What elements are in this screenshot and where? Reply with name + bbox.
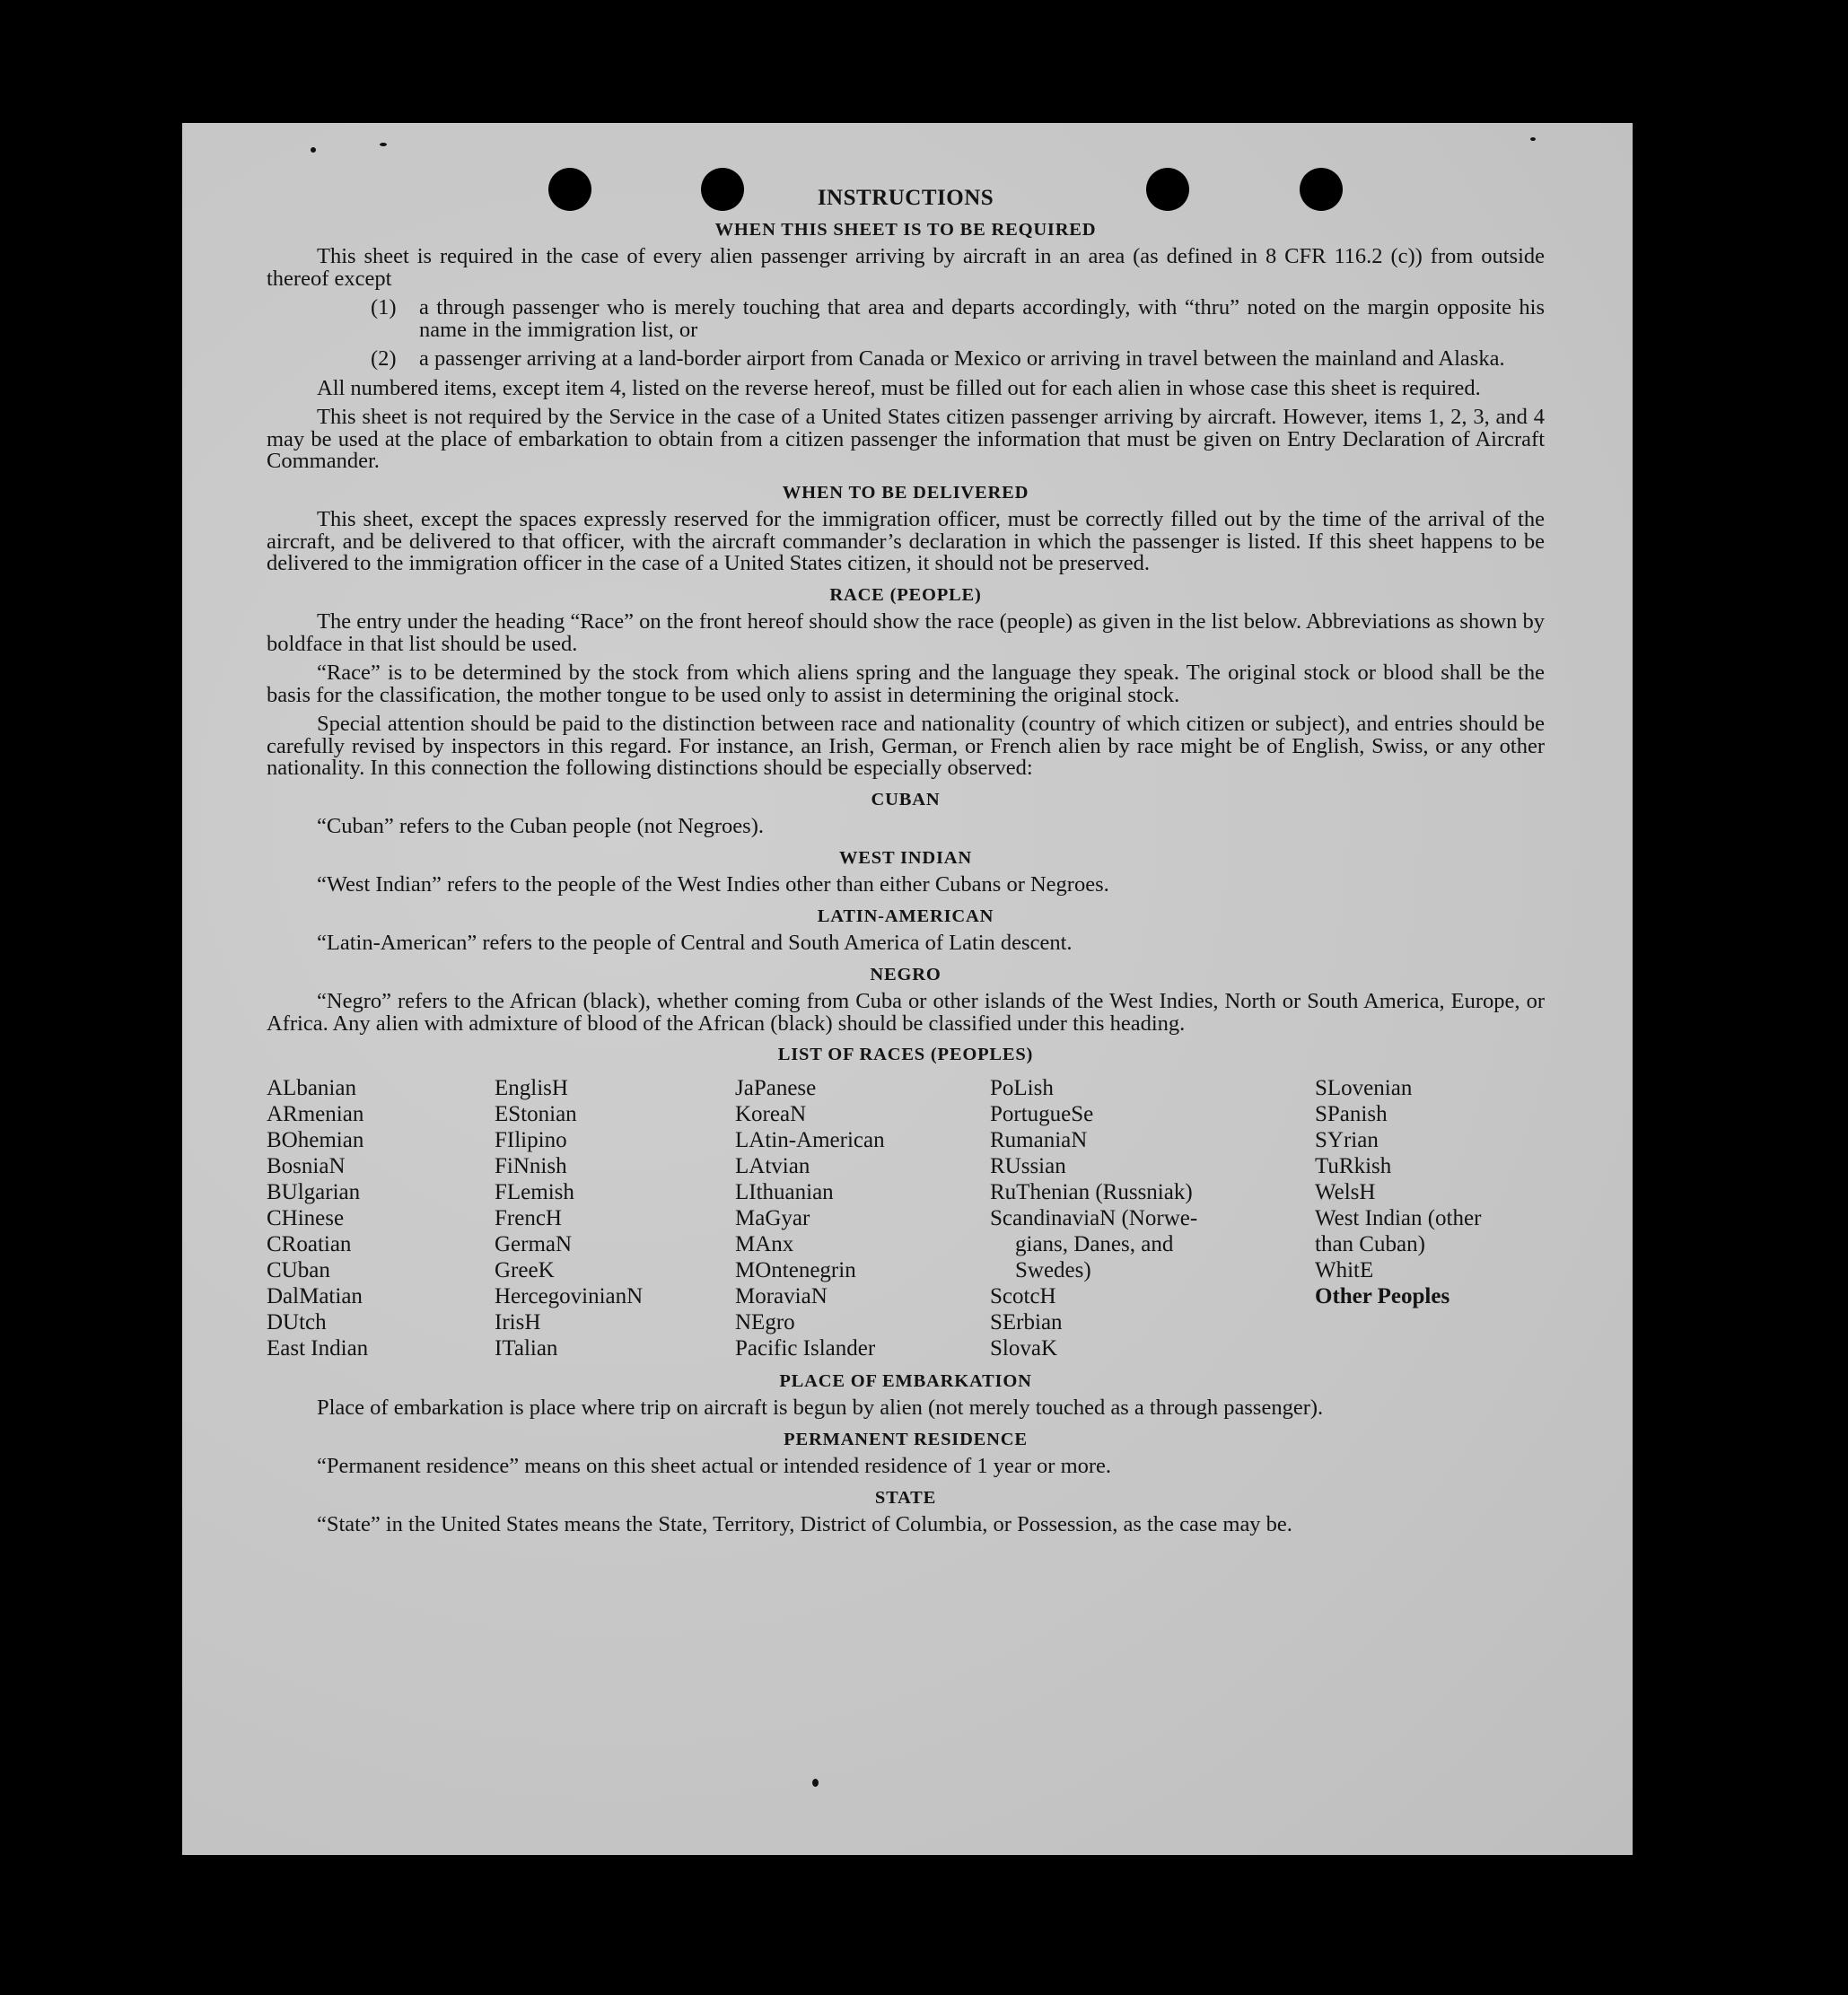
section-heading: LATIN-AMERICAN	[817, 906, 994, 926]
race-item: West Indian (other	[1315, 1205, 1482, 1230]
race-item: NEgro	[735, 1309, 795, 1334]
paragraph: The entry under the heading “Race” on the front hereof should show the race (people) as given in the list below. Abbreviations as shown by boldface in that list should be used.	[267, 609, 1545, 656]
ink-speck	[812, 1779, 819, 1787]
paragraph: “Latin-American” refers to the people of Central and South America of Latin descent.	[317, 931, 1073, 955]
race-item: ITalian	[495, 1335, 558, 1361]
ink-speck	[311, 147, 316, 153]
paragraph: “Race” is to be determined by the stock from which aliens spring and the language they speak. The original stock or blood shall be the basis for the classification, the mother tongue to be used only to assist in determining the original stock.	[267, 661, 1545, 707]
section-heading: RACE (PEOPLE)	[829, 584, 982, 605]
race-item: JaPanese	[735, 1075, 817, 1100]
page-title: INSTRUCTIONS	[817, 186, 994, 210]
race-item: WhitE	[1315, 1257, 1374, 1282]
race-item: FIlipino	[495, 1127, 567, 1152]
race-item: MoraviaN	[735, 1283, 828, 1308]
race-item: FLemish	[495, 1179, 574, 1204]
section-heading: WHEN THIS SHEET IS TO BE REQUIRED	[714, 219, 1097, 240]
paragraph: “West Indian” refers to the people of the West Indies other than either Cubans or Negroes.	[317, 872, 1109, 897]
race-item: EnglisH	[495, 1075, 568, 1100]
race-item: PortugueSe	[990, 1101, 1094, 1126]
race-item: CRoatian	[267, 1231, 352, 1256]
race-item: LAtvian	[735, 1153, 810, 1178]
race-item: DalMatian	[267, 1283, 363, 1308]
race-item: KoreaN	[735, 1101, 807, 1126]
section-heading: NEGRO	[870, 964, 942, 984]
race-item: SErbian	[990, 1309, 1063, 1334]
race-list	[267, 1075, 1545, 1361]
item-number: (1)	[371, 295, 397, 319]
race-item: ScotcH	[990, 1283, 1056, 1308]
race-item: SPanish	[1315, 1101, 1388, 1126]
race-item: BUlgarian	[267, 1179, 361, 1204]
race-item: TuRkish	[1315, 1153, 1392, 1178]
race-item: PoLish	[990, 1075, 1054, 1100]
ink-speck	[380, 143, 387, 146]
race-item: East Indian	[267, 1335, 369, 1361]
paragraph: “State” in the United States means the State, Territory, District of Columbia, or Possession, as the case may be.	[317, 1512, 1292, 1536]
race-item: RuThenian (Russniak)	[990, 1179, 1193, 1204]
race-item: RumaniaN	[990, 1127, 1088, 1152]
race-item: SlovaK	[990, 1335, 1057, 1361]
section-heading: WHEN TO BE DELIVERED	[782, 482, 1029, 503]
race-item: gians, Danes, and	[1015, 1231, 1174, 1256]
race-column	[267, 1075, 495, 1361]
race-column	[495, 1075, 735, 1361]
paragraph: Place of embarkation is place where trip on aircraft is begun by alien (not merely touched as a through passenger).	[317, 1396, 1324, 1420]
section-heading: LIST OF RACES (PEOPLES)	[777, 1045, 1034, 1064]
numbered-item	[267, 297, 1545, 341]
race-item: DUtch	[267, 1309, 327, 1334]
numbered-item	[267, 348, 1545, 371]
item-number: (2)	[371, 346, 397, 371]
instruction-sheet	[182, 123, 1633, 1855]
race-item: BOhemian	[267, 1127, 364, 1152]
paragraph: “Cuban” refers to the Cuban people (not Negroes).	[317, 814, 764, 838]
section-heading: CUBAN	[871, 789, 941, 809]
race-column	[1315, 1075, 1545, 1361]
race-item: FiNnish	[495, 1153, 567, 1178]
race-item: CHinese	[267, 1205, 345, 1230]
section-heading: STATE	[874, 1487, 937, 1508]
race-item: HercegovinianN	[495, 1283, 644, 1308]
race-item: EStonian	[495, 1101, 577, 1126]
race-column	[990, 1075, 1315, 1361]
race-item: WelsH	[1315, 1179, 1376, 1204]
paragraph: “Permanent residence” means on this sheet actual or intended residence of 1 year or more.	[317, 1454, 1112, 1478]
race-item: MOntenegrin	[735, 1257, 856, 1282]
section-heading: WEST INDIAN	[839, 847, 972, 868]
race-item: GreeK	[495, 1257, 555, 1282]
paragraph: This sheet, except the spaces expressly reserved for the immigration officer, must be correctly filled out by the time of the arrival of the aircraft, and be delivered to that officer, with the aircraft commander’s declaration in which the passenger is listed. If this sheet happens to be delivered to the immigration officer in the case of a United States citizen, it should not be preserved.	[267, 507, 1545, 575]
race-item: IrisH	[495, 1309, 541, 1334]
race-item: LAtin-American	[735, 1127, 885, 1152]
race-item: than Cuban)	[1315, 1231, 1425, 1256]
race-item: CUban	[267, 1257, 330, 1282]
paragraph: Special attention should be paid to the distinction between race and nationality (country of which citizen or subject), and entries should be carefully revised by inspectors in this regard. For instance, an Irish, German, or French alien by race might be of English, Swiss, or any other nationality. In this connection the following distinctions should be especially observed:	[267, 712, 1545, 780]
race-item: ALbanian	[267, 1075, 356, 1100]
race-item: Swedes)	[1015, 1257, 1091, 1282]
paragraph: “Negro” refers to the African (black), whether coming from Cuba or other islands of the West Indies, North or South America, Europe, or Africa. Any alien with admixture of blood of the African (black) should be classified under this heading.	[267, 989, 1545, 1036]
race-item: MaGyar	[735, 1205, 810, 1230]
race-item: FrencH	[495, 1205, 562, 1230]
ink-speck	[1530, 137, 1536, 141]
item-text: a through passenger who is merely touching that area and departs accordingly, with “thru” noted on the margin opposite his name in the immigration list, or	[419, 295, 1545, 342]
race-item: ScandinaviaN (Norwe-	[990, 1205, 1198, 1230]
paragraph: All numbered items, except item 4, listed on the reverse hereof, must be filled out for each alien in whose case this sheet is required.	[317, 375, 1481, 400]
race-item: Other Peoples	[1315, 1283, 1450, 1308]
paragraph: This sheet is not required by the Service in the case of a United States citizen passenger arriving by aircraft. However, items 1, 2, 3, and 4 may be used at the place of embarkation to obtain from a citizen passenger the information that must be given on Entry Declaration of Aircraft Commander.	[267, 405, 1545, 473]
race-item: BosniaN	[267, 1153, 346, 1178]
race-item: SLovenian	[1315, 1075, 1413, 1100]
race-column	[735, 1075, 990, 1361]
race-item: LIthuanian	[735, 1179, 834, 1204]
race-item: Pacific Islander	[735, 1335, 876, 1361]
race-item: ARmenian	[267, 1101, 364, 1126]
instructions-content	[267, 188, 1545, 1544]
race-item: GermaN	[495, 1231, 573, 1256]
item-text: a passenger arriving at a land-border airport from Canada or Mexico or arriving in travel between the mainland and Alaska.	[419, 346, 1505, 371]
race-item: RUssian	[990, 1153, 1066, 1178]
paragraph: This sheet is required in the case of every alien passenger arriving by aircraft in an area (as defined in 8 CFR 116.2 (c)) from outside thereof except	[267, 244, 1545, 291]
race-item: MAnx	[735, 1231, 794, 1256]
race-item: SYrian	[1315, 1127, 1379, 1152]
section-heading: PERMANENT RESIDENCE	[784, 1429, 1028, 1449]
section-heading: PLACE OF EMBARKATION	[779, 1370, 1032, 1391]
